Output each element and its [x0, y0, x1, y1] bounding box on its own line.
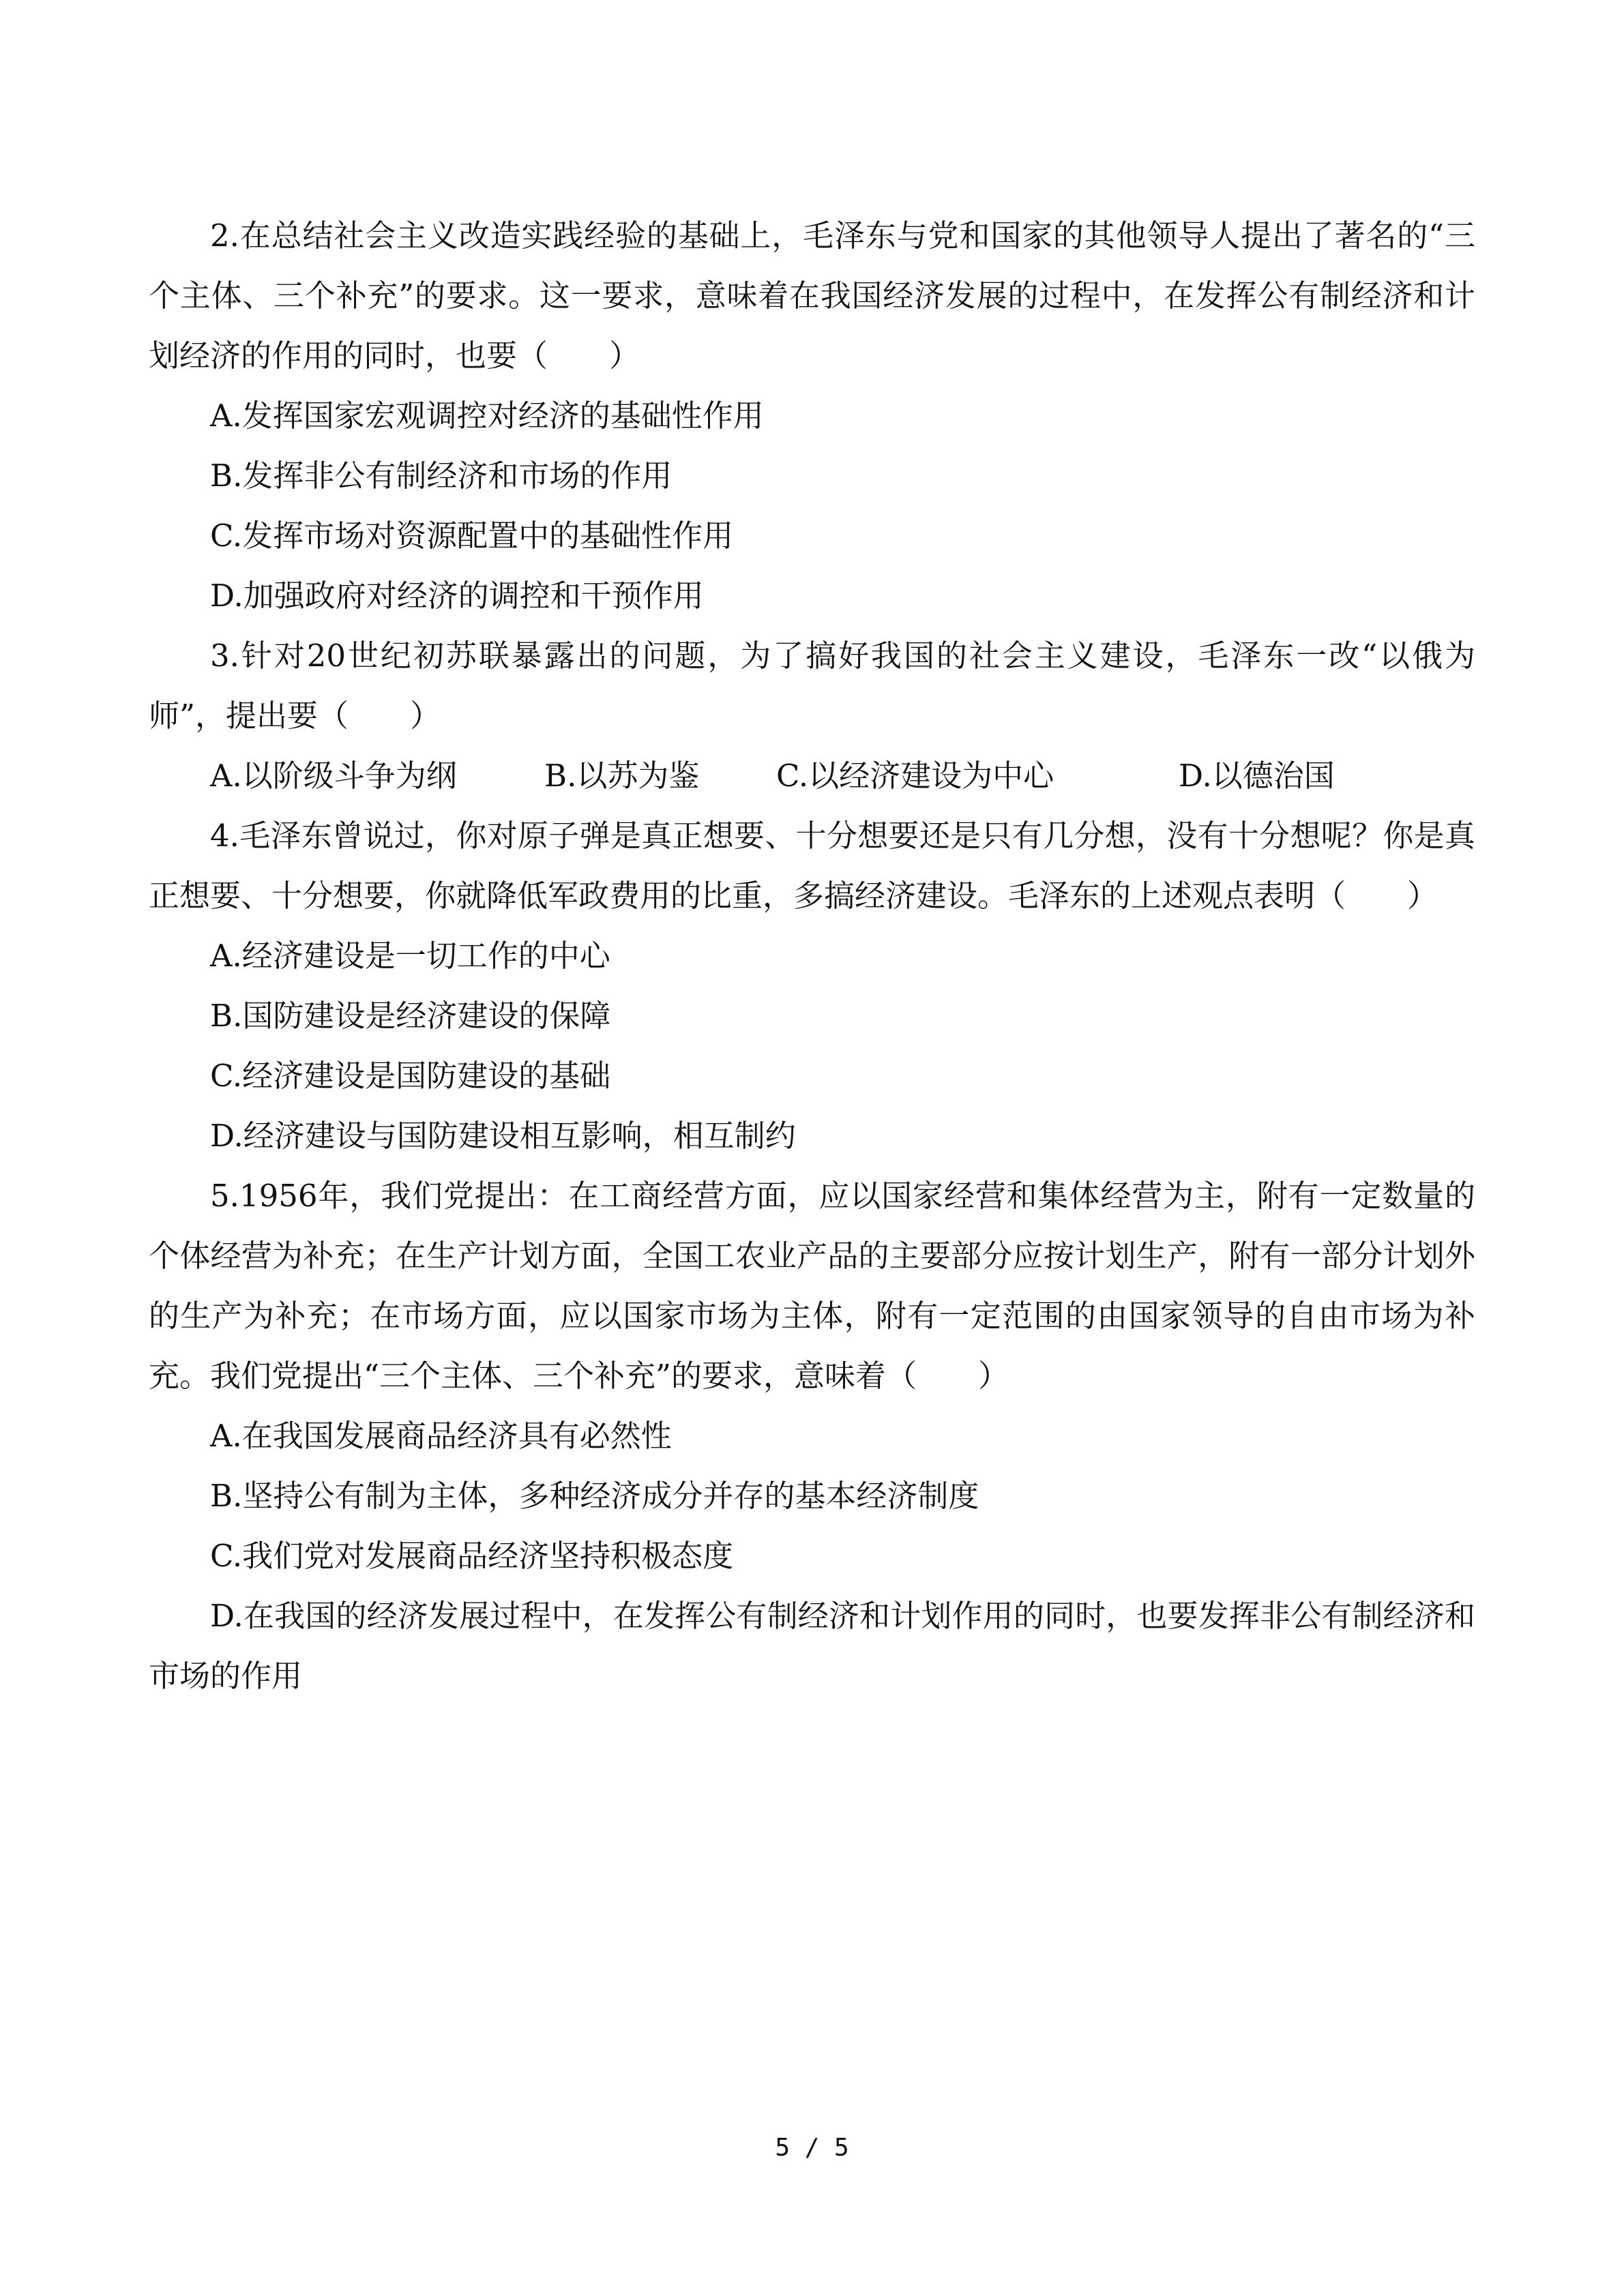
question-list	[149, 206, 1475, 1706]
question-4	[149, 806, 1475, 1166]
option-c: C.发挥市场对资源配置中的基础性作用	[210, 518, 734, 554]
option-a: A.经济建设是一切工作的中心	[210, 938, 610, 974]
question-stem: 5.1956年，我们党提出：在工商经营方面，应以国家经营和集体经营为主，附有一定数量的个体经营为补充；在生产计划方面，全国工农业产品的主要部分应按计划生产，附有一部分计划外的生产为补充；在市场方面，应以国家市场为主体，附有一定范围的由国家领导的自由市场为补充。我们党提出“三个主体、三个补充”的要求，意味着（ ）	[149, 1178, 1475, 1394]
question-3	[149, 626, 1475, 806]
question-5	[149, 1166, 1475, 1706]
page-number: 5 / 5	[775, 2134, 849, 2162]
question-2	[149, 206, 1475, 626]
option-b: B.坚持公有制为主体，多种经济成分并存的基本经济制度	[210, 1478, 979, 1514]
option-d: D.在我国的经济发展过程中，在发挥公有制经济和计划作用的同时，也要发挥非公有制经济和市场的作用	[149, 1598, 1475, 1694]
option-d: D.经济建设与国防建设相互影响，相互制约	[210, 1118, 796, 1154]
option-b: B.发挥非公有制经济和市场的作用	[210, 458, 673, 494]
option-c: C.我们党对发展商品经济坚持积极态度	[210, 1538, 734, 1574]
option-b: B.以苏为鉴	[544, 758, 700, 794]
option-d: D.以德治国	[1179, 758, 1335, 794]
option-a: A.以阶级斗争为纲	[210, 758, 457, 794]
option-d: D.加强政府对经济的调控和干预作用	[210, 578, 704, 614]
option-c: C.以经济建设为中心	[776, 758, 1054, 794]
question-stem: 2.在总结社会主义改造实践经验的基础上，毛泽东与党和国家的其他领导人提出了著名的“三个主体、三个补充”的要求。这一要求，意味着在我国经济发展的过程中，在发挥公有制经济和计划经济的作用的同时，也要（ ）	[149, 218, 1475, 374]
question-stem: 4.毛泽东曾说过，你对原子弹是真正想要、十分想要还是只有几分想，没有十分想呢？你是真正想要、十分想要，你就降低军政费用的比重，多搞经济建设。毛泽东的上述观点表明（ ）	[149, 818, 1475, 914]
option-b: B.国防建设是经济建设的保障	[210, 998, 611, 1034]
option-row	[149, 746, 1475, 806]
question-stem: 3.针对20世纪初苏联暴露出的问题，为了搞好我国的社会主义建设，毛泽东一改“以俄为师”，提出要（ ）	[149, 638, 1475, 734]
option-c: C.经济建设是国防建设的基础	[210, 1058, 611, 1094]
option-a: A.发挥国家宏观调控对经济的基础性作用	[210, 398, 764, 434]
option-a: A.在我国发展商品经济具有必然性	[210, 1418, 672, 1454]
